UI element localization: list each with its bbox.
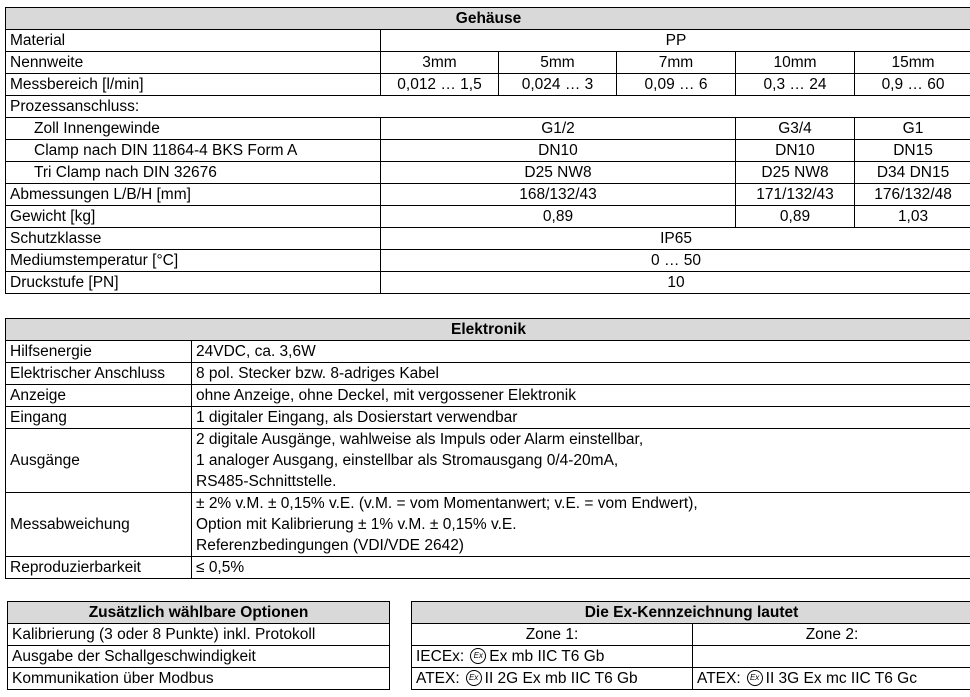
option-item: Ausgabe der Schallgeschwindigkeit — [8, 646, 390, 668]
nennweite-label: Nennweite — [6, 52, 381, 74]
table-row — [6, 162, 970, 184]
triclamp-label: Tri Clamp nach DIN 32676 — [6, 162, 381, 184]
nennweite-value: 7mm — [617, 52, 736, 74]
eingang-value: 1 digitaler Eingang, als Dosierstart verwendbar — [192, 407, 970, 429]
druckstufe-label: Druckstufe [PN] — [6, 272, 381, 294]
ausgaenge-value — [192, 429, 970, 493]
material-value: PP — [381, 30, 970, 52]
table-row — [412, 624, 970, 646]
abmessungen-label: Abmessungen L/B/H [mm] — [6, 184, 381, 206]
table-row — [6, 140, 970, 162]
anzeige-value: ohne Anzeige, ohne Deckel, mit vergossener Elektronik — [192, 385, 970, 407]
elektronik-title: Elektronik — [6, 319, 970, 341]
table-row — [6, 363, 970, 385]
gewicht-value: 0,89 — [736, 206, 855, 228]
messbereich-value: 0,024 … 3 — [499, 74, 617, 96]
optionen-table — [7, 601, 390, 690]
reproduzierbarkeit-label: Reproduzierbarkeit — [6, 557, 192, 579]
table-row — [6, 52, 970, 74]
elektronik-table — [5, 318, 970, 579]
hilfsenergie-value: 24VDC, ca. 3,6W — [192, 341, 970, 363]
ausgaenge-line: 1 analoger Ausgang, einstellbar als Stromausgang 0/4-20mA, — [196, 452, 619, 469]
iecex-zone2-cell — [693, 646, 970, 668]
zoll-value: G1 — [855, 118, 970, 140]
ausgaenge-line: RS485-Schnittstelle. — [196, 473, 337, 490]
reproduzierbarkeit-value: ≤ 0,5% — [192, 557, 970, 579]
anschluss-label: Elektrischer Anschluss — [6, 363, 192, 385]
atex-zone1-value: II 2G Ex mb IIC T6 Gb — [484, 670, 638, 687]
zone1-header: Zone 1: — [412, 624, 693, 646]
zoll-label: Zoll Innengewinde — [6, 118, 381, 140]
gehaeuse-title: Gehäuse — [6, 8, 970, 30]
messabweichung-label: Messabweichung — [6, 493, 192, 557]
table-row — [8, 646, 390, 668]
messabweichung-line: Option mit Kalibrierung ± 1% v.M. ± 0,15% v.E. — [196, 516, 517, 533]
atex-label: ATEX: — [416, 670, 460, 687]
triclamp-value: D25 NW8 — [381, 162, 736, 184]
zoll-value: G3/4 — [736, 118, 855, 140]
mediumstemperatur-value: 0 … 50 — [381, 250, 970, 272]
material-label: Material — [6, 30, 381, 52]
elektronik-header-row — [6, 319, 970, 341]
clamp-value: DN10 — [736, 140, 855, 162]
messabweichung-line: Referenzbedingungen (VDI/VDE 2642) — [196, 537, 464, 554]
messbereich-value: 0,09 … 6 — [617, 74, 736, 96]
table-row — [6, 30, 970, 52]
iecex-label: IECEx: — [416, 648, 465, 665]
gehaeuse-table — [5, 7, 970, 294]
mediumstemperatur-label: Mediumstemperatur [°C] — [6, 250, 381, 272]
table-row — [6, 206, 970, 228]
table-row — [6, 74, 970, 96]
gehaeuse-header-row — [6, 8, 970, 30]
ex-header-row — [412, 602, 970, 624]
atex-zone2-cell — [693, 668, 970, 690]
table-row — [6, 385, 970, 407]
anzeige-label: Anzeige — [6, 385, 192, 407]
table-row — [412, 646, 970, 668]
druckstufe-value: 10 — [381, 272, 970, 294]
clamp-value: DN15 — [855, 140, 970, 162]
triclamp-value: D34 DN15 — [855, 162, 970, 184]
abmessungen-value: 176/132/48 — [855, 184, 970, 206]
table-row — [6, 250, 970, 272]
option-item: Kommunikation über Modbus — [8, 668, 390, 690]
messbereich-value: 0,012 … 1,5 — [381, 74, 499, 96]
gewicht-value: 0,89 — [381, 206, 736, 228]
table-row — [6, 429, 970, 493]
clamp-label: Clamp nach DIN 11864-4 BKS Form A — [6, 140, 381, 162]
table-row — [6, 272, 970, 294]
option-item: Kalibrierung (3 oder 8 Punkte) inkl. Protokoll — [8, 624, 390, 646]
table-row — [412, 668, 970, 690]
clamp-value: DN10 — [381, 140, 736, 162]
gewicht-label: Gewicht [kg] — [6, 206, 381, 228]
ausgaenge-label: Ausgänge — [6, 429, 192, 493]
eingang-label: Eingang — [6, 407, 192, 429]
messbereich-value: 0,3 … 24 — [736, 74, 855, 96]
table-row — [6, 407, 970, 429]
hilfsenergie-label: Hilfsenergie — [6, 341, 192, 363]
zoll-value: G1/2 — [381, 118, 736, 140]
anschluss-value: 8 pol. Stecker bzw. 8-adriges Kabel — [192, 363, 970, 385]
atex-label: ATEX: — [697, 670, 741, 687]
nennweite-value: 10mm — [736, 52, 855, 74]
nennweite-value: 3mm — [381, 52, 499, 74]
schutzklasse-value: IP65 — [381, 228, 970, 250]
ex-symbol-icon: Ex — [747, 670, 763, 686]
table-row — [8, 668, 390, 690]
gewicht-value: 1,03 — [855, 206, 970, 228]
ex-table — [411, 601, 970, 690]
table-row — [6, 228, 970, 250]
table-row — [6, 184, 970, 206]
messabweichung-line: ± 2% v.M. ± 0,15% v.E. (v.M. = vom Momentanwert; v.E. = vom Endwert), — [196, 495, 698, 512]
iecex-zone1-cell — [412, 646, 693, 668]
messbereich-value: 0,9 … 60 — [855, 74, 970, 96]
optionen-header-row — [8, 602, 390, 624]
atex-zone2-value: II 3G Ex mc IIC T6 Gc — [765, 670, 917, 687]
table-row — [6, 493, 970, 557]
iecex-zone1-value: Ex mb IIC T6 Gb — [489, 648, 605, 665]
nennweite-value: 5mm — [499, 52, 617, 74]
abmessungen-value: 171/132/43 — [736, 184, 855, 206]
schutzklasse-label: Schutzklasse — [6, 228, 381, 250]
table-row — [6, 341, 970, 363]
messbereich-label: Messbereich [l/min] — [6, 74, 381, 96]
ausgaenge-line: 2 digitale Ausgänge, wahlweise als Impuls oder Alarm einstellbar, — [196, 431, 644, 448]
nennweite-value: 15mm — [855, 52, 970, 74]
triclamp-value: D25 NW8 — [736, 162, 855, 184]
ex-symbol-icon: Ex — [466, 670, 482, 686]
ex-symbol-icon: Ex — [470, 648, 486, 664]
table-row — [6, 557, 970, 579]
prozessanschluss-label: Prozessanschluss: — [6, 96, 970, 118]
atex-zone1-cell — [412, 668, 693, 690]
zone2-header: Zone 2: — [693, 624, 970, 646]
table-row — [6, 118, 970, 140]
messabweichung-value — [192, 493, 970, 557]
table-row — [8, 624, 390, 646]
table-row — [6, 96, 970, 118]
ex-title: Die Ex-Kennzeichnung lautet — [412, 602, 970, 624]
abmessungen-value: 168/132/43 — [381, 184, 736, 206]
optionen-title: Zusätzlich wählbare Optionen — [8, 602, 390, 624]
